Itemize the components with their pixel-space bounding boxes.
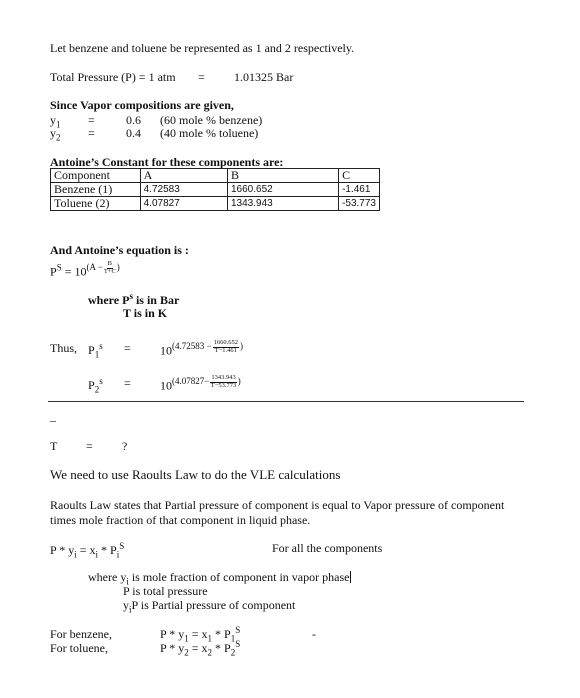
- total-pressure-equals: =: [198, 70, 205, 84]
- y1-symbol: $y_1$: [50, 113, 61, 130]
- benzene-equation: $P * y_1 = x_1 * P_1^S$: [160, 625, 241, 644]
- raoult-note: For all the components: [272, 541, 383, 555]
- raoult-statement-2: times mole fraction of that component in liquid phase.: [50, 513, 311, 527]
- table-cell: Toluene (2): [51, 197, 141, 211]
- table-cell: Benzene (1): [51, 183, 141, 197]
- total-pressure-value: 1.01325 Bar: [234, 70, 294, 84]
- antoine-equation: $P^S = 10^{(A - \frac{B}{T+C} )}$: [50, 260, 120, 279]
- t-equals: =: [86, 439, 93, 453]
- benzene-label: For benzene,: [50, 627, 112, 641]
- y1-value: 0.6: [126, 113, 141, 127]
- thus-label: Thus,: [50, 341, 77, 355]
- where-line-1: where $y_i$ is mole fraction of component in vapor phase: [88, 570, 350, 587]
- raoult-equation: $P * y_i = x_i * P_i^S$: [50, 541, 125, 560]
- antoine-table: [50, 168, 380, 211]
- dash-mark: –: [50, 413, 56, 427]
- table-cell: 1660.652: [227, 183, 338, 197]
- p1s-equals: =: [124, 341, 131, 355]
- table-header-row: [51, 169, 380, 183]
- table-cell: 4.72583: [140, 183, 227, 197]
- y1-note: (60 mole % benzene): [160, 113, 263, 127]
- vapor-heading: Since Vapor compositions are given,: [50, 98, 234, 112]
- table-header-cell: Component: [51, 169, 141, 183]
- t-value: ?: [122, 439, 128, 453]
- y2-symbol: $y_2$: [50, 126, 61, 143]
- horizontal-rule: [48, 401, 524, 402]
- antoine-heading: Antoine’s Constant for these components are:: [50, 155, 284, 169]
- where-line-2: P is total pressure: [123, 584, 208, 598]
- trailing-dash: -: [312, 627, 316, 641]
- text-cursor: [350, 571, 351, 583]
- where-units-2: T is in K: [123, 306, 168, 320]
- where-line-3: $y_iP$ is Partial pressure of component: [123, 598, 296, 615]
- p1s-expression: $10^{(4.72583 - \frac{1660.652}{T-1.461} )}$: [160, 339, 243, 358]
- equation-heading: And Antoine’s equation is :: [50, 243, 189, 257]
- raoult-intro: We need to use Raoults Law to do the VLE calculations: [50, 467, 341, 482]
- y2-note: (40 mole % toluene): [160, 126, 259, 140]
- p2s-equals: =: [124, 376, 131, 390]
- table-header-cell: A: [140, 169, 227, 183]
- table-header-cell: C: [339, 169, 380, 183]
- intro-text: Let benzene and toluene be represented as 1 and 2 respectively.: [50, 41, 355, 55]
- raoult-statement-1: Raoults Law states that Partial pressure of component is equal to Vapor pressure of component: [50, 498, 505, 512]
- table-row: [51, 183, 380, 197]
- p2s-expression: $10^{(4.07827- \frac{1343.943}{T-53.773} )}$: [160, 374, 241, 393]
- total-pressure-label: Total Pressure (P) = 1 atm: [50, 70, 176, 84]
- toluene-label: For toluene,: [50, 641, 108, 655]
- table-cell: 1343.943: [227, 197, 338, 211]
- y2-equals: =: [88, 126, 95, 140]
- table-cell: -1.461: [339, 183, 380, 197]
- y2-value: 0.4: [126, 126, 141, 140]
- p2s-symbol: $P_2^s$: [88, 376, 103, 395]
- y1-equals: =: [88, 113, 95, 127]
- p1s-symbol: $P_1^s$: [88, 341, 103, 360]
- t-symbol: T: [50, 439, 58, 453]
- table-header-cell: B: [227, 169, 338, 183]
- toluene-equation: $P * y_2 = x_2 * P_2^S$: [160, 639, 241, 658]
- where-units-1: where $P^s$ is in Bar: [88, 291, 180, 307]
- table-cell: 4.07827: [140, 197, 227, 211]
- table-cell: -53.773: [339, 197, 380, 211]
- table-row: [51, 197, 380, 211]
